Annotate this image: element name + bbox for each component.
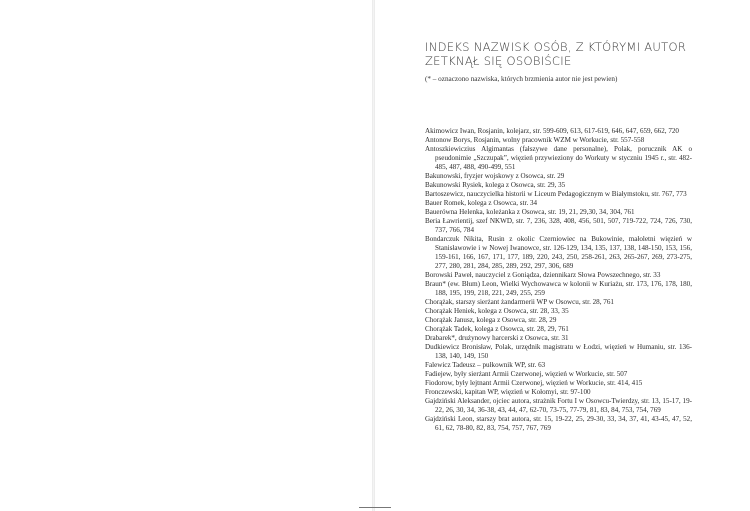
index-entry: Antonow Borys, Rosjanin, wolny pracownik WZM w Workucie, str. 557-558	[425, 136, 645, 144]
index-entry: Bartoszewicz, nauczycielka historii w Liceum Pedagogicznym w Białymstoku, str. 767, 773	[425, 190, 687, 198]
index-entry: Dudkiewicz Bronisław, Polak, urzędnik magistratu w Łodzi, więzień w Humaniu, str. 136-138, 140, 149, 150	[425, 343, 692, 360]
index-entry: Beria Ławrientij, szef NKWD, str. 7, 236, 328, 408, 456, 501, 507, 719-722, 724, 726, 730, 737, 766, 784	[425, 217, 692, 234]
index-entry: Braun* (ew. Błum) Leon, Wielki Wychowawca w kolonii w Kuriażu, str. 173, 176, 178, 180, 188, 195, 199, 218, 221, 249, 255, 259	[425, 280, 692, 297]
index-entry: Bakunowski, fryzjer wojskowy z Osowca, str. 29	[425, 172, 565, 180]
index-entry: Fiodorow, były lejtnant Armii Czerwonej, więzień w Workucie, str. 414, 415	[425, 379, 643, 387]
index-note: (* – oznaczono nazwiska, których brzmienia autor nie jest pewien)	[425, 75, 618, 83]
left-page	[0, 0, 372, 511]
index-entry: Fadiejew, były sierżant Armii Czerwonej, więzień w Workucie, str. 507	[425, 370, 628, 378]
index-entry: Chorążak Heniek, kolega z Osowca, str. 28, 33, 35	[425, 307, 569, 315]
index-entries	[425, 127, 692, 433]
index-entry: Fronczewski, kapitan WP, więzień w Kołomyi, str. 97-100	[425, 388, 591, 396]
index-entry: Bondarczuk Nikita, Rusin z okolic Czerniowiec na Bukowinie, małoletni więzień w Stanisławowie i w Nowej Iwanowce, str. 126-129, 134, 135, 137, 138, 148-150, 153, 156, 159-161, 166, 167, 171, 177, 189, 220, 243, 250, 258-261, 263, 265-267, 269, 273-275, 277, 280, 281, 284, 285, 289, 292, 297, 306, 689	[425, 235, 692, 270]
index-entry: Gajdziński Aleksander, ojciec autora, strażnik Fortu I w Osowcu-Twierdzy, str. 13, 15-17, 19-22, 26, 30, 34, 36-38, 43, 44, 47, 62-70, 73-75, 77-79, 81, 83, 84, 753, 754, 769	[425, 397, 692, 414]
index-entry: Falewicz Tadeusz – pułkownik WP, str. 63	[425, 361, 546, 369]
right-page	[375, 0, 750, 511]
index-entry: Bauer Romek, kolega z Osowca, str. 34	[425, 199, 538, 207]
index-heading-line-1: INDEKS NAZWISK OSÓB, Z KTÓRYMI AUTOR	[425, 40, 687, 54]
index-entry: Chorążak Tadek, kolega z Osowca, str. 28, 29, 761	[425, 325, 569, 333]
index-entry: Bauerówna Helenka, koleżanka z Osowca, str. 19, 21, 29,30, 34, 304, 761	[425, 208, 635, 216]
index-heading-line-2: ZETKNĄŁ SIĘ OSOBIŚCIE	[425, 54, 572, 68]
index-entry: Chorążak, starszy sierżant żandarmerii WP w Osowcu, str. 28, 761	[425, 298, 614, 306]
index-entry: Antoszkiewiczius Algimantas (fałszywe dane personalne), Polak, porucznik AK o pseudonimie „Szczupak”, więzień przywieziony do Workuty w styczniu 1945 r., str. 482-485, 487, 488, 490-499, 551	[425, 145, 692, 171]
index-entry: Bakunowski Rysiek, kolega z Osowca, str. 29, 35	[425, 181, 566, 189]
index-entry: Akimowicz Iwan, Rosjanin, kolejarz, str. 599-609, 613, 617-619, 646, 647, 659, 662, 720	[425, 127, 679, 135]
folio-marker	[359, 507, 391, 508]
index-entry: Chorążak Janusz, kolega z Osowca, str. 28, 29	[425, 316, 557, 324]
index-entry: Drabarek*, drużynowy harcerski z Osowca, str. 31	[425, 334, 569, 342]
index-entry: Gajdziński Leon, starszy brat autora, str. 15, 19-22, 25, 29-30, 33, 34, 37, 41, 43-45, 47, 52, 61, 62, 78-80, 82, 83, 754, 757, 767, 769	[425, 415, 692, 432]
index-heading	[425, 40, 725, 68]
index-entry: Borowski Paweł, nauczyciel z Goniądza, dziennikarz Słowa Powszechnego, str. 33	[425, 271, 661, 279]
